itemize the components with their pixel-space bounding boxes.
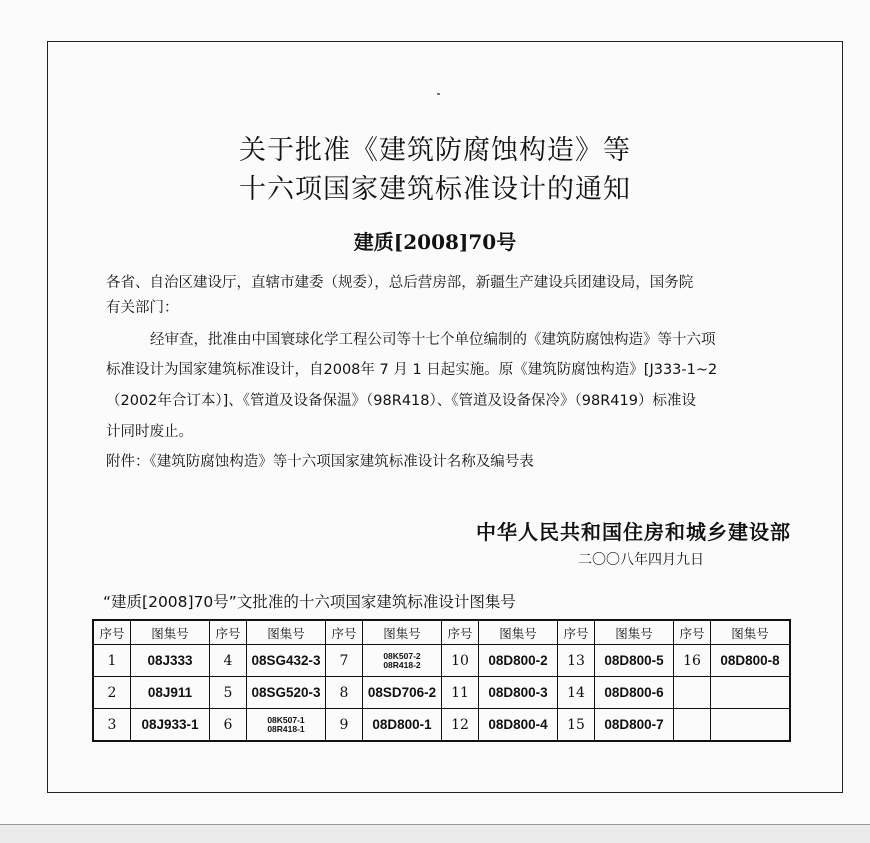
body-line-1: 各省、自治区建设厅，直辖市建委（规委），总后营房部，新疆生产建设兵团建设局，国务院: [106, 275, 694, 291]
table-caption: “建质[2008]70号”文批准的十六项国家建筑标准设计图集号: [103, 593, 516, 611]
seq-cell: 8: [326, 677, 363, 709]
table-header-row: [93, 620, 790, 645]
code-cell: 08D800-4: [479, 709, 558, 742]
code-line-2: 08R418-1: [267, 723, 305, 734]
header-seq: 序号: [93, 620, 131, 645]
issuing-authority: 中华人民共和国住房和城乡建设部: [476, 520, 791, 544]
header-seq: 序号: [326, 620, 363, 645]
code-cell: 08D800-2: [479, 645, 558, 677]
body-line-4: 标准设计为国家建筑标准设计，自2008年 7 月 1 日起实施。原《建筑防腐蚀构造》[J333-1~2: [106, 362, 718, 378]
header-code: 图集号: [363, 620, 442, 645]
code-cell: 08J933-1: [131, 709, 210, 742]
seq-cell: 12: [442, 709, 479, 742]
code-cell: 08SG432-3: [247, 645, 326, 677]
header-code: 图集号: [247, 620, 326, 645]
table-row: [93, 709, 790, 742]
empty-code-cell: [711, 677, 791, 709]
seq-cell: 14: [558, 677, 595, 709]
header-seq: 序号: [210, 620, 247, 645]
seq-cell: 1: [93, 645, 131, 677]
code-cell: 08D800-7: [595, 709, 674, 742]
code-line-2: 08R418-2: [383, 659, 421, 670]
header-seq: 序号: [674, 620, 711, 645]
table-row: [93, 645, 790, 677]
header-seq: 序号: [558, 620, 595, 645]
seq-cell: 6: [210, 709, 247, 742]
seq-cell: 3: [93, 709, 131, 742]
title-line-2: 十六项国家建筑标准设计的通知: [239, 174, 631, 205]
code-cell: 08SG520-3: [247, 677, 326, 709]
seq-cell: 16: [674, 645, 711, 677]
issue-date: 二〇〇八年四月九日: [578, 552, 704, 568]
code-cell: 08J333: [131, 645, 210, 677]
seq-cell: 4: [210, 645, 247, 677]
scan-speck: [437, 93, 440, 95]
code-cell: 08D800-8: [711, 645, 791, 677]
code-cell: 08SD706-2: [363, 677, 442, 709]
empty-seq-cell: [674, 677, 711, 709]
header-seq: 序号: [442, 620, 479, 645]
header-code: 图集号: [595, 620, 674, 645]
seq-cell: 2: [93, 677, 131, 709]
table-row: [93, 677, 790, 709]
code-line-1: 08K507-2: [383, 650, 421, 661]
seq-cell: 10: [442, 645, 479, 677]
seq-cell: 7: [326, 645, 363, 677]
code-cell-double: [247, 709, 326, 742]
seq-cell: 9: [326, 709, 363, 742]
code-cell: 08D800-1: [363, 709, 442, 742]
document-number: 建质[2008]70号: [353, 230, 517, 254]
scan-bottom-edge: [0, 824, 870, 843]
seq-cell: 5: [210, 677, 247, 709]
empty-code-cell: [711, 709, 791, 742]
title-line-1: 关于批准《建筑防腐蚀构造》等: [239, 135, 631, 166]
body-line-6: 计同时废止。: [106, 424, 193, 440]
code-cell: 08D800-5: [595, 645, 674, 677]
body-line-5: （2002年合订本）]、《管道及设备保温》（98R418）、《管道及设备保冷》（98R419）标准设: [106, 393, 696, 409]
header-code: 图集号: [131, 620, 210, 645]
code-line-1: 08K507-1: [267, 714, 305, 725]
seq-cell: 11: [442, 677, 479, 709]
header-code: 图集号: [711, 620, 791, 645]
body-line-3: 经审查，批准由中国寰球化学工程公司等十七个单位编制的《建筑防腐蚀构造》等十六项: [150, 332, 716, 348]
code-cell: 08J911: [131, 677, 210, 709]
header-code: 图集号: [479, 620, 558, 645]
seq-cell: 13: [558, 645, 595, 677]
atlas-number-table: [92, 619, 791, 742]
code-cell-double: [363, 645, 442, 677]
seq-cell: 15: [558, 709, 595, 742]
empty-seq-cell: [674, 709, 711, 742]
attachment-line: 附件：《建筑防腐蚀构造》等十六项国家建筑标准设计名称及编号表: [106, 454, 534, 470]
code-cell: 08D800-3: [479, 677, 558, 709]
body-line-2: 有关部门：: [106, 300, 179, 316]
code-cell: 08D800-6: [595, 677, 674, 709]
